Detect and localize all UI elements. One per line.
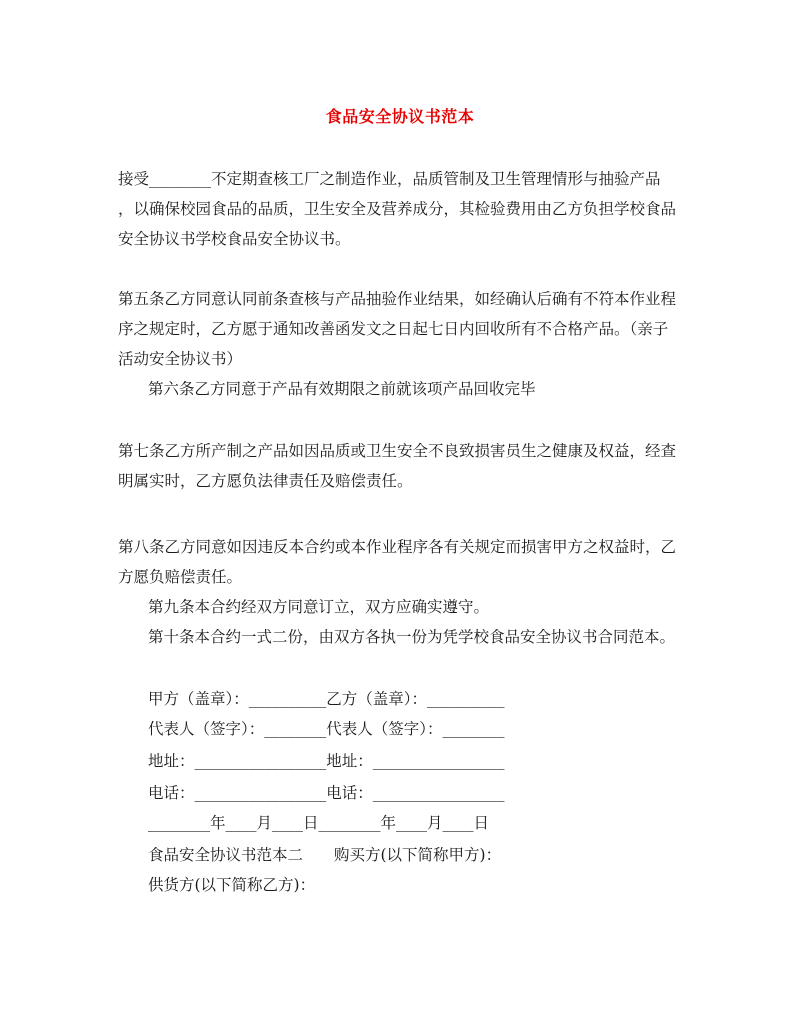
paragraph-line: 第五条乙方同意认同前条查核与产品抽验作业结果，如经确认后确有不符本作业程 xyxy=(118,290,677,308)
paragraph-line: ，以确保校园食品的品质，卫生安全及营养成分，其检验费用由乙方负担学校食品 xyxy=(118,200,677,218)
template2-heading: 食品安全协议书范本二 购买方(以下简称甲方)： xyxy=(148,846,502,864)
signature-date-line: ________年____月____日________年____月____日 xyxy=(148,814,490,832)
signature-phone-line: 电话：_________________电话：_________________ xyxy=(148,784,505,802)
article-7 xyxy=(118,436,690,496)
template2-supplier: 供货方(以下简称乙方)： xyxy=(148,876,316,894)
paragraph-line: 第八条乙方同意如因违反本合约或本作业程序各有关规定而损害甲方之权益时，乙 xyxy=(118,538,677,556)
paragraph-line: 接受________不定期查核工厂之制造作业，品质管制及卫生管理情形与抽验产品 xyxy=(118,170,661,188)
paragraph-line: 明属实时，乙方愿负法律责任及赔偿责任。 xyxy=(118,472,413,490)
article-8 xyxy=(118,532,690,592)
article-10: 第十条本合约一式二份，由双方各执一份为凭学校食品安全协议书合同范本。 xyxy=(148,628,676,646)
article-6: 第六条乙方同意于产品有效期限之前就该项产品回收完毕 xyxy=(148,380,536,398)
paragraph-line: 序之规定时，乙方愿于通知改善函发文之日起七日内回收所有不合格产品。（亲子 xyxy=(118,320,669,338)
paragraph-line: 活动安全协议书） xyxy=(118,350,243,368)
paragraph-line: 安全协议书学校食品安全协议书。 xyxy=(118,230,351,248)
document-title: 食品安全协议书范本 xyxy=(325,107,475,126)
article-5 xyxy=(118,284,690,374)
article-9: 第九条本合约经双方同意订立，双方应确实遵守。 xyxy=(148,598,490,616)
paragraph-line: 第七条乙方所产制之产品如因品质或卫生安全不良致损害员生之健康及权益，经查 xyxy=(118,442,677,460)
paragraph-line: 方愿负赔偿责任。 xyxy=(118,568,243,586)
paragraph-inspection xyxy=(118,164,690,254)
signature-seal-line: 甲方（盖章）：__________乙方（盖章）：__________ xyxy=(148,690,505,708)
signature-address-line: 地址：_________________地址：_________________ xyxy=(148,752,505,770)
signature-representative-line: 代表人（签字）：________代表人（签字）：________ xyxy=(148,720,505,738)
